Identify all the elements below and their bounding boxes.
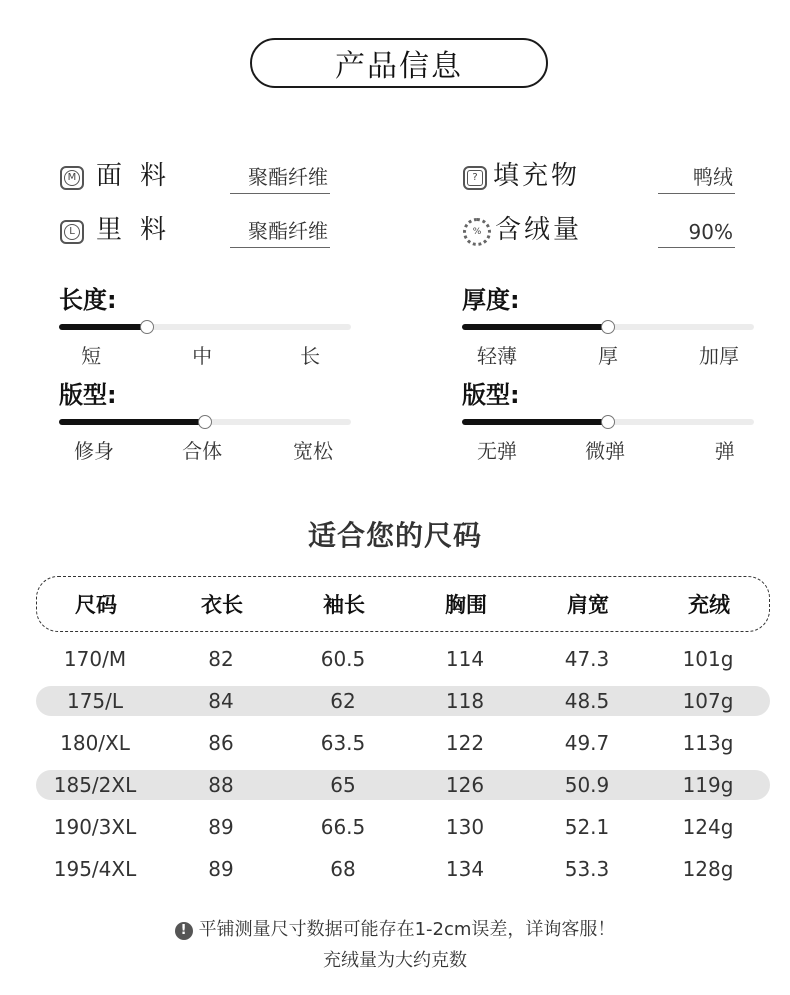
slider-fit-track xyxy=(59,419,351,425)
divider xyxy=(658,247,735,248)
note-line-1: 平铺测量尺寸数据可能存在1-2cm误差，详询客服！ xyxy=(198,919,616,940)
measurement-note xyxy=(0,915,790,941)
attr-lining-value: 聚酯纤维 xyxy=(248,219,328,243)
table-cell: 134 xyxy=(445,857,485,881)
slider-fit-ticks xyxy=(59,435,351,463)
slider-length-ticks xyxy=(59,340,351,368)
header-cell: 衣长 xyxy=(201,593,243,617)
slider-length-fill xyxy=(59,324,147,330)
section-title-pill xyxy=(250,38,548,88)
table-cell: 190/3XL xyxy=(53,815,137,839)
table-cell: 62 xyxy=(330,689,356,713)
slider-fit-knob xyxy=(198,415,212,429)
percent-ring-icon: % xyxy=(463,218,491,246)
divider xyxy=(230,247,330,248)
table-cell: 88 xyxy=(208,773,234,797)
header-cell: 袖长 xyxy=(323,593,365,617)
attr-lining xyxy=(60,214,330,248)
attr-filling xyxy=(463,160,735,194)
slider-thickness-knob xyxy=(601,320,615,334)
table-cell: 68 xyxy=(330,857,356,881)
slider-stretch-track xyxy=(462,419,754,425)
slider-length-track xyxy=(59,324,351,330)
table-cell: 60.5 xyxy=(320,647,366,671)
table-row xyxy=(36,728,770,758)
attr-down-content-value: 90% xyxy=(688,220,733,244)
table-cell: 195/4XL xyxy=(53,857,137,881)
tick-label: 宽松 xyxy=(293,439,334,463)
attr-fabric xyxy=(60,160,330,194)
tick-label: 无弹 xyxy=(477,439,518,463)
table-cell: 128g xyxy=(682,857,734,881)
divider xyxy=(658,193,735,194)
table-cell: 118 xyxy=(445,689,485,713)
table-cell: 122 xyxy=(445,731,485,755)
slider-thickness-track xyxy=(462,324,754,330)
slider-length-title: 长度: xyxy=(59,286,117,314)
slider-stretch-title: 版型: xyxy=(462,381,520,409)
filling-question-icon: ? xyxy=(463,166,487,190)
table-cell: 50.9 xyxy=(564,773,610,797)
table-cell: 63.5 xyxy=(320,731,366,755)
table-row xyxy=(36,644,770,674)
table-cell: 89 xyxy=(208,857,234,881)
table-cell: 49.7 xyxy=(564,731,610,755)
table-cell: 89 xyxy=(208,815,234,839)
header-cell: 肩宽 xyxy=(567,593,609,617)
tick-label: 修身 xyxy=(74,439,115,463)
table-cell: 124g xyxy=(682,815,734,839)
tick-label: 厚 xyxy=(598,344,618,368)
table-cell: 82 xyxy=(208,647,234,671)
table-cell: 107g xyxy=(682,689,734,713)
lining-l-icon: L xyxy=(60,220,84,244)
tick-label: 中 xyxy=(192,344,213,368)
tick-label: 加厚 xyxy=(698,344,739,368)
table-cell: 180/XL xyxy=(60,731,130,755)
table-cell: 170/M xyxy=(63,647,127,671)
tick-label: 弹 xyxy=(714,439,735,463)
attr-lining-label: 里料 xyxy=(96,215,185,245)
table-cell: 65 xyxy=(330,773,356,797)
header-cell: 尺码 xyxy=(75,593,117,617)
table-row xyxy=(36,812,770,842)
attr-fabric-label: 面料 xyxy=(96,161,185,191)
attr-fabric-value: 聚酯纤维 xyxy=(248,165,328,189)
table-row xyxy=(36,686,770,716)
table-cell: 119g xyxy=(682,773,734,797)
slider-stretch-fill xyxy=(462,419,608,425)
table-cell: 47.3 xyxy=(564,647,610,671)
attr-filling-value: 鸭绒 xyxy=(693,165,733,189)
slider-stretch xyxy=(462,375,754,463)
size-table-header xyxy=(36,576,770,632)
down-weight-note xyxy=(0,946,790,972)
slider-thickness-title: 厚度: xyxy=(462,286,520,314)
divider xyxy=(230,193,330,194)
slider-fit-title: 版型: xyxy=(59,381,117,409)
table-cell: 126 xyxy=(445,773,485,797)
warning-icon: ! xyxy=(175,922,193,940)
tick-label: 短 xyxy=(81,344,102,368)
fabric-m-icon: M xyxy=(60,166,84,190)
table-cell: 130 xyxy=(445,815,485,839)
table-cell: 48.5 xyxy=(564,689,610,713)
table-cell: 66.5 xyxy=(320,815,366,839)
table-cell: 113g xyxy=(682,731,734,755)
attr-filling-label: 填充物 xyxy=(493,161,581,191)
table-cell: 84 xyxy=(208,689,234,713)
table-row xyxy=(36,770,770,800)
table-row xyxy=(36,854,770,884)
attr-down-content-label: 含绒量 xyxy=(495,215,583,245)
slider-thickness xyxy=(462,280,754,368)
tick-label: 长 xyxy=(300,344,321,368)
tick-label: 合体 xyxy=(182,439,223,463)
slider-fit xyxy=(59,375,351,463)
table-cell: 53.3 xyxy=(564,857,610,881)
tick-label: 轻薄 xyxy=(477,344,518,368)
slider-stretch-knob xyxy=(601,415,615,429)
header-cell: 充绒 xyxy=(688,593,730,617)
slider-thickness-ticks xyxy=(462,340,754,368)
page-title: 产品信息 xyxy=(335,49,463,84)
size-table-title: 适合您的尺码 xyxy=(307,519,482,552)
note-line-2: 充绒量为大约克数 xyxy=(323,950,467,971)
attr-down-content xyxy=(463,214,735,248)
table-cell: 101g xyxy=(682,647,734,671)
header-cell: 胸围 xyxy=(445,593,487,617)
slider-fit-fill xyxy=(59,419,205,425)
table-cell: 52.1 xyxy=(564,815,610,839)
table-cell: 86 xyxy=(208,731,234,755)
slider-stretch-ticks xyxy=(462,435,754,463)
table-cell: 175/L xyxy=(66,689,124,713)
slider-thickness-fill xyxy=(462,324,608,330)
table-cell: 185/2XL xyxy=(53,773,137,797)
slider-length-knob xyxy=(140,320,154,334)
slider-length xyxy=(59,280,351,368)
tick-label: 微弹 xyxy=(585,439,626,463)
table-cell: 114 xyxy=(445,647,485,671)
